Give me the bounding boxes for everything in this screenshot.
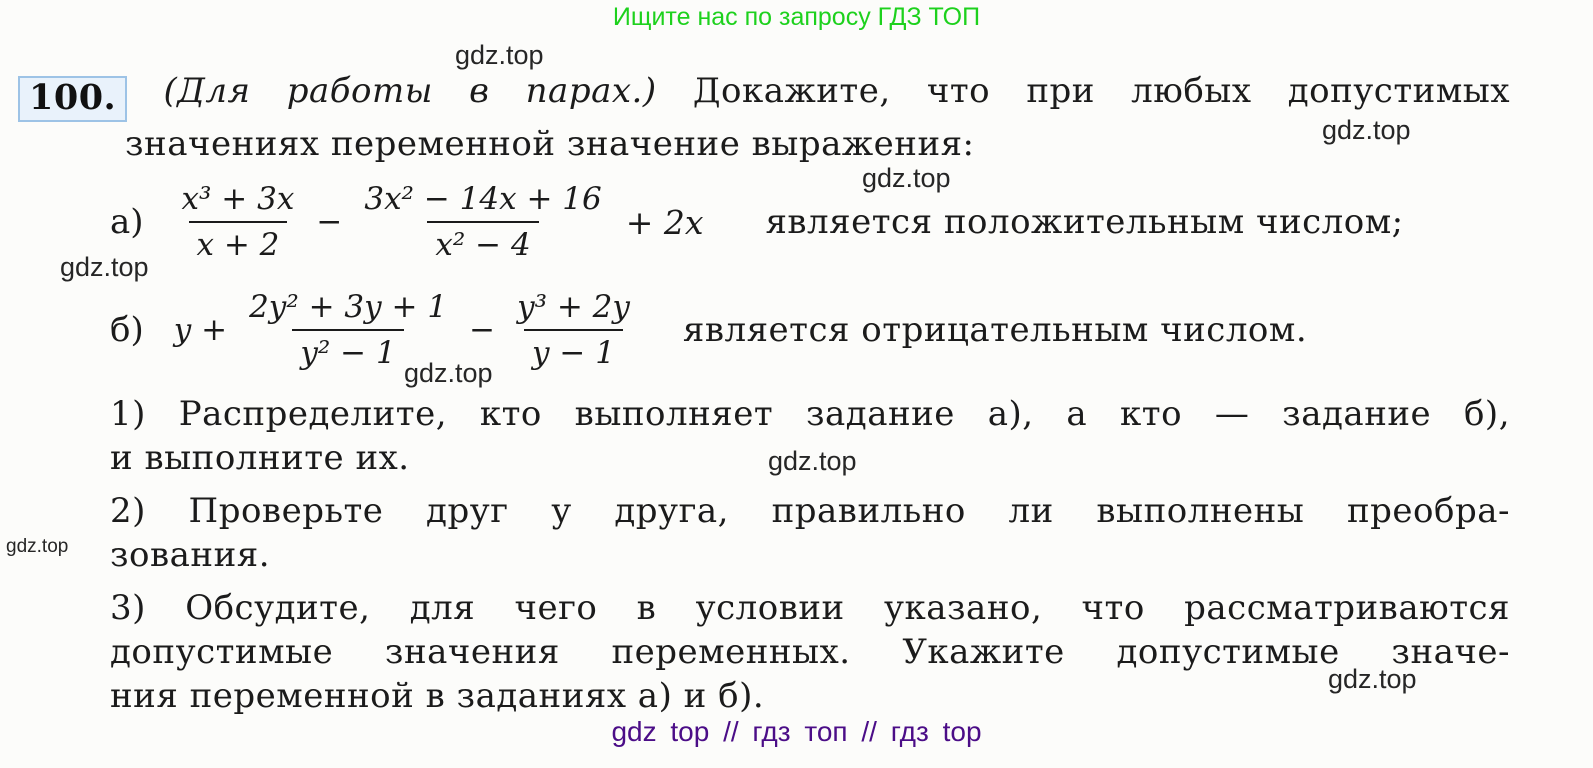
watermark: gdz.top <box>60 252 149 282</box>
task-3-line-3: ния переменной в заданиях а) и б). <box>110 676 765 716</box>
formula-b-label: б) <box>110 310 144 350</box>
intro-text: Докажите, что при любых допустимых <box>692 71 1510 111</box>
task-3-line-2: допустимые значения переменных. Укажите допустимые значе- <box>110 632 1510 672</box>
fraction: $\frac{\text{3x² − 14x + 16}}{\text{x² − 4}}$ <box>364 181 602 263</box>
formula-b <box>18 280 1510 380</box>
watermark: gdz.top <box>1328 664 1417 694</box>
watermark: gdz.top <box>455 40 544 70</box>
task-1-line-2: и выполните их. <box>110 438 410 478</box>
task-1-line-1: 1) Распределите, кто выполняет задание а), а кто — задание б), <box>110 394 1510 434</box>
formula-a-label: а) <box>110 202 144 242</box>
formula-a-tail: + 2x <box>625 202 704 242</box>
watermark: gdz.top <box>404 358 493 388</box>
task-2-line-2: зования. <box>110 535 271 575</box>
problem-block <box>18 68 1510 718</box>
watermark: gdz.top <box>6 536 69 557</box>
intro-italic: (Для работы в парах.) <box>163 71 657 111</box>
minus-sign: − <box>469 312 496 348</box>
formula-a-statement: является положительным числом; <box>765 202 1404 242</box>
fraction: $\frac{\text{y³ + 2y}}{y - 1}$ <box>517 289 630 371</box>
fraction: $\frac{\text{x³ + 3x}}{x + 2}$ <box>181 181 295 263</box>
formula-b-lead: y + <box>173 312 228 348</box>
formula-b-statement: является отрицательным числом. <box>682 310 1308 350</box>
fraction: $\frac{\text{2y² + 3y + 1}}{\text{y² − 1}}$ <box>249 289 448 371</box>
intro-line-2: значениях переменной значение выражения: <box>125 124 975 164</box>
watermark: gdz.top <box>862 163 951 193</box>
formula-a <box>18 172 1510 272</box>
promo-banner: Ищите нас по запросу ГДЗ ТОП <box>612 3 981 31</box>
watermark: gdz.top <box>1322 115 1411 145</box>
task-3-line-1: 3) Обсудите, для чего в условии указано, что рассматриваются <box>110 588 1510 628</box>
problem-number: 100. <box>18 76 127 122</box>
minus-sign: − <box>316 204 343 240</box>
intro-line-1 <box>18 68 1510 122</box>
task-2-line-1: 2) Проверьте друг у друга, правильно ли выполнены преобра- <box>110 491 1510 531</box>
watermark: gdz.top <box>768 446 857 476</box>
footer-links: gdz top // гдз топ // гдз top <box>611 716 982 747</box>
